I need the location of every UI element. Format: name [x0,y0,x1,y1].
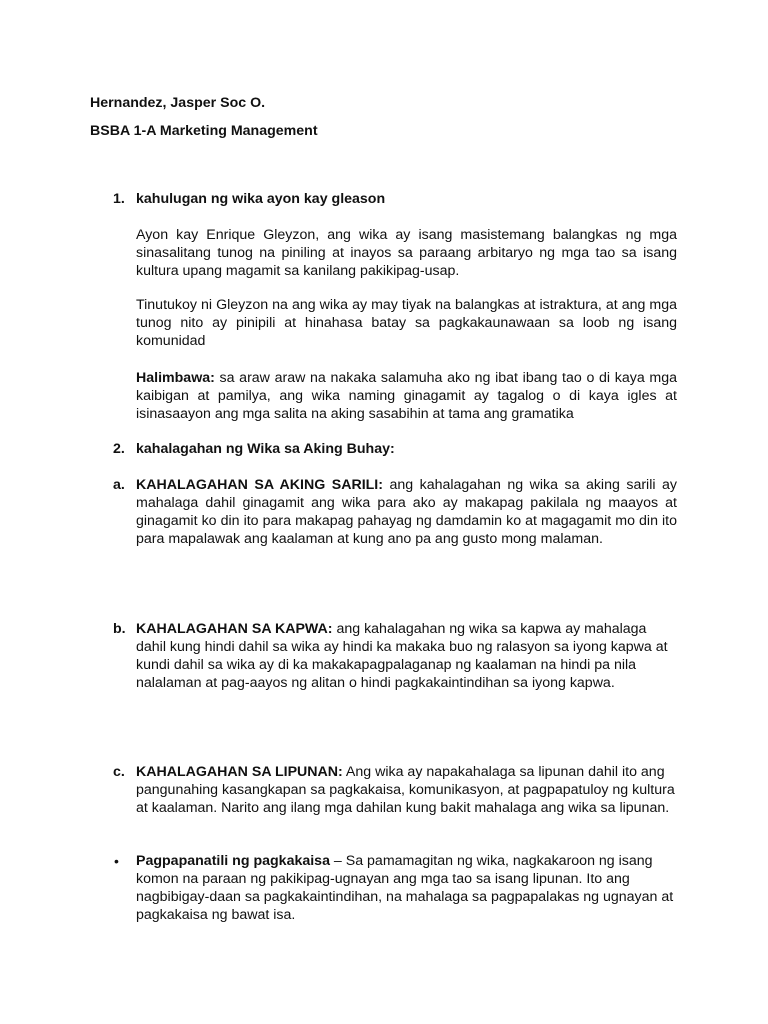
item-a-paragraph [136,476,677,548]
bullet-text: – Sa pamamagitan ng wika, nagkakaroon ng isang komon na paraan ng pakikipag-ugnayan ang mga tao sa isang lipunan. Ito ang nagbibigay-daan sa pagkakaintindihan, na mahalaga sa pagpapalakas ng ugnayan at pagkakaisa ng bawat isa. [136,853,674,923]
item-b-paragraph [136,620,677,692]
item-a-label: KAHALAGAHAN SA AKING SARILI: [136,477,383,493]
section-1-heading: kahulugan ng wika ayon kay gleason [136,191,386,207]
section-2-heading: kahalagahan ng Wika sa Aking Buhay: [136,441,395,457]
section-1-paragraph-1: Ayon kay Enrique Gleyzon, ang wika ay isang masistemang balangkas ng mga sinasalitang tunog na piniling at inayos sa paraang arbitaryo ng mga tao sa isang kultura upang magamit sa kanilang pakikipag-usap. [136,227,677,279]
item-b-marker: b. [113,621,126,637]
section-1-example [136,369,677,423]
item-a-text: ang kahalagahan ng wika sa aking sarili ay mahalaga dahil ginagamit ang wika para ako ay makapag pakilala ng maayos at ginagamit ko din ito para makapag pahayag ng damdamin ko at magagamit mo din ito para mapalawak ang kaalaman at kung ano pa ang gusto mong malaman. [136,477,677,547]
bullet-marker: • [114,853,119,869]
item-b-text: ang kahalagahan ng wika sa kapwa ay mahalaga dahil kung hindi dahil sa wika ay hindi ka makaka buo ng ralasyon sa iyong kapwa at kundi dahil sa wika ay di ka makakapagpalaganap ng kaalaman na hindi pa nila nalalaman at pag-aayos ng alitan o hindi pagkakaintindihan sa iyong kapwa. [136,621,668,691]
item-b-label: KAHALAGAHAN SA KAPWA: [136,621,333,637]
example-label: Halimbawa: [136,370,215,386]
bullet-paragraph [136,852,677,924]
author-name: Hernandez, Jasper Soc O. [90,95,266,111]
item-c-paragraph [136,763,677,817]
example-text: sa araw araw na nakaka salamuha ako ng ibat ibang tao o di kaya mga kaibigan at pamilya, ang wika naming ginagamit ay tagalog o di kaya igles at isinasaayon ang mga salita na aking sasabihin at tama ang gramatika [136,370,677,422]
item-c-text: Ang wika ay napakahalaga sa lipunan dahil ito ang pangunahing kasangkapan sa pagkakaisa, komunikasyon, at pagpapatuloy ng kultura at kaalaman. Narito ang ilang mga dahilan kung bakit mahalaga ang wika sa lipunan. [136,764,675,816]
item-c-marker: c. [113,764,125,780]
section-2-number: 2. [113,441,125,457]
section-1-paragraph-2: Tinutukoy ni Gleyzon na ang wika ay may tiyak na balangkas at istraktura, at ang mga tunog nito ay pinipili at hinahasa batay sa pagkakaunawaan sa loob ng isang komunidad [136,297,677,349]
bullet-label: Pagpapanatili ng pagkakaisa [136,853,330,869]
section-1-number: 1. [113,191,125,207]
item-c-label: KAHALAGAHAN SA LIPUNAN: [136,764,343,780]
course-line: BSBA 1-A Marketing Management [90,123,318,139]
item-a-marker: a. [113,477,125,493]
